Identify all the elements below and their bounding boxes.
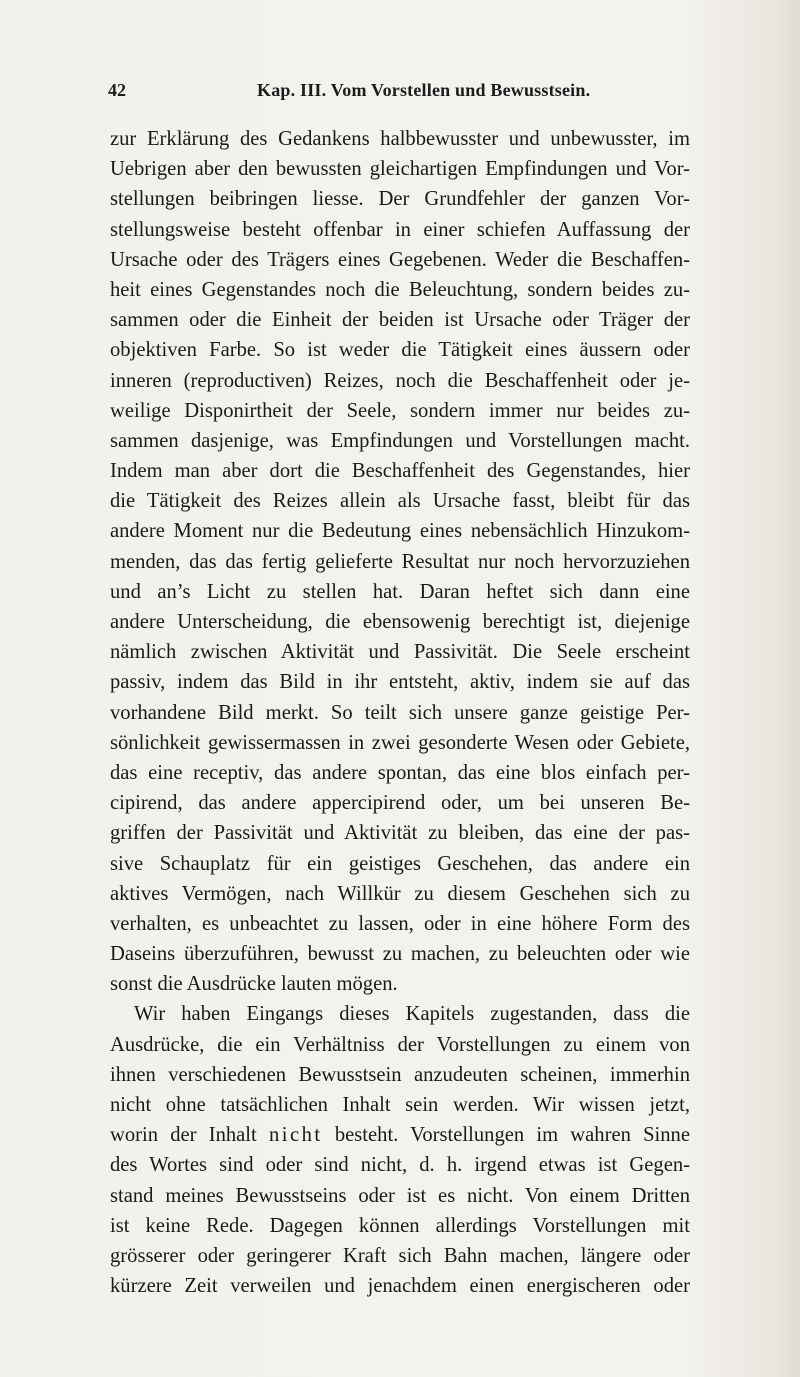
text-line: des Wortes sind oder sind nicht, d. h. irgend etwas ist Gegen-	[110, 1154, 690, 1177]
text-line-with-emphasis	[110, 1120, 690, 1150]
text-line: cipirend, das andere appercipirend oder, um bei unseren Be-	[110, 792, 690, 815]
paragraph-start-line: Wir haben Eingangs dieses Kapitels zugestanden, dass die	[134, 1003, 690, 1026]
text-line: vorhandene Bild merkt. So teilt sich unsere ganze geistige Per-	[110, 701, 690, 724]
text-line: stellungen beibringen liesse. Der Grundfehler der ganzen Vor-	[110, 188, 690, 211]
text-line: Ursache oder des Trägers eines Gegebenen. Weder die Beschaffen-	[110, 248, 690, 271]
text-line: nicht ohne tatsächlichen Inhalt sein werden. Wir wissen jetzt,	[110, 1094, 690, 1116]
text-line: zur Erklärung des Gedankens halbbewusster und unbewusster, im	[110, 128, 690, 150]
text-line: sive Schauplatz für ein geistiges Geschehen, das andere ein	[110, 852, 690, 875]
running-head	[108, 80, 688, 104]
text-line: Daseins überzuführen, bewusst zu machen, zu beleuchten oder wie	[110, 943, 690, 966]
text-line: verhalten, es unbeachtet zu lassen, oder in eine höhere Form des	[110, 912, 690, 935]
text-line: menden, das das fertig gelieferte Resultat nur noch hervorzuziehen	[110, 550, 690, 573]
text-line: griffen der Passivität und Aktivität zu bleiben, das eine der pas-	[110, 822, 690, 845]
body-text	[110, 124, 690, 1301]
text-line: andere Unterscheidung, die ebensowenig berechtigt ist, diejenige	[110, 611, 690, 633]
text-line: Indem man aber dort die Beschaffenheit des Gegenstandes, hier	[110, 460, 690, 483]
text-line: ist keine Rede. Dagegen können allerdings Vorstellungen mit	[110, 1214, 690, 1237]
text-line: stellungsweise besteht offenbar in einer schiefen Auffassung der	[110, 218, 690, 241]
text-line: grösserer oder geringerer Kraft sich Bahn machen, längere oder	[110, 1244, 690, 1267]
text-line: und an’s Licht zu stellen hat. Daran heftet sich dann eine	[110, 580, 690, 603]
text-line: sammen dasjenige, was Empfindungen und Vorstellungen macht.	[110, 429, 690, 452]
spaced-emphasis: nicht	[268, 1124, 323, 1147]
text-line: nämlich zwischen Aktivität und Passivität. Die Seele erscheint	[110, 641, 690, 664]
text-line: stand meines Bewusstseins oder ist es nicht. Von einem Dritten	[110, 1184, 690, 1207]
text-line: sönlichkeit gewissermassen in zwei gesonderte Wesen oder Gebiete,	[110, 731, 690, 754]
text-line: sammen oder die Einheit der beiden ist Ursache oder Träger der	[110, 309, 690, 332]
page-number: 42	[108, 80, 126, 100]
text-line: inneren (reproductiven) Reizes, noch die Beschaffenheit oder je-	[110, 369, 690, 392]
running-title: Kap. III. Vom Vorstellen und Bewusstsein.	[257, 80, 591, 100]
text-line: das eine receptiv, das andere spontan, das eine blos einfach per-	[110, 761, 690, 784]
text-line: Uebrigen aber den bewussten gleichartigen Empfindungen und Vor-	[110, 158, 690, 181]
text-segment: worin der Inhalt	[110, 1124, 257, 1147]
text-line: kürzere Zeit verweilen und jenachdem einen energischeren oder	[110, 1275, 690, 1298]
text-segment: besteht. Vorstellungen im wahren Sinne	[334, 1124, 690, 1147]
text-line: objektiven Farbe. So ist weder die Tätigkeit eines äussern oder	[110, 339, 690, 362]
text-line: weilige Disponirtheit der Seele, sondern immer nur beides zu-	[110, 399, 690, 422]
text-line: Ausdrücke, die ein Verhältniss der Vorstellungen zu einem von	[110, 1033, 690, 1056]
text-line: die Tätigkeit des Reizes allein als Ursache fasst, bleibt für das	[110, 490, 690, 513]
text-line: ihnen verschiedenen Bewusstsein anzudeuten scheinen, immerhin	[110, 1063, 690, 1086]
text-line: andere Moment nur die Bedeutung eines nebensächlich Hinzukom-	[110, 520, 690, 543]
paragraph-end-line: sonst die Ausdrücke lauten mögen.	[110, 973, 398, 996]
text-line: heit eines Gegenstandes noch die Beleuchtung, sondern beides zu-	[110, 278, 690, 301]
text-line: passiv, indem das Bild in ihr entsteht, aktiv, indem sie auf das	[110, 671, 690, 694]
text-line: aktives Vermögen, nach Willkür zu diesem Geschehen sich zu	[110, 882, 690, 905]
